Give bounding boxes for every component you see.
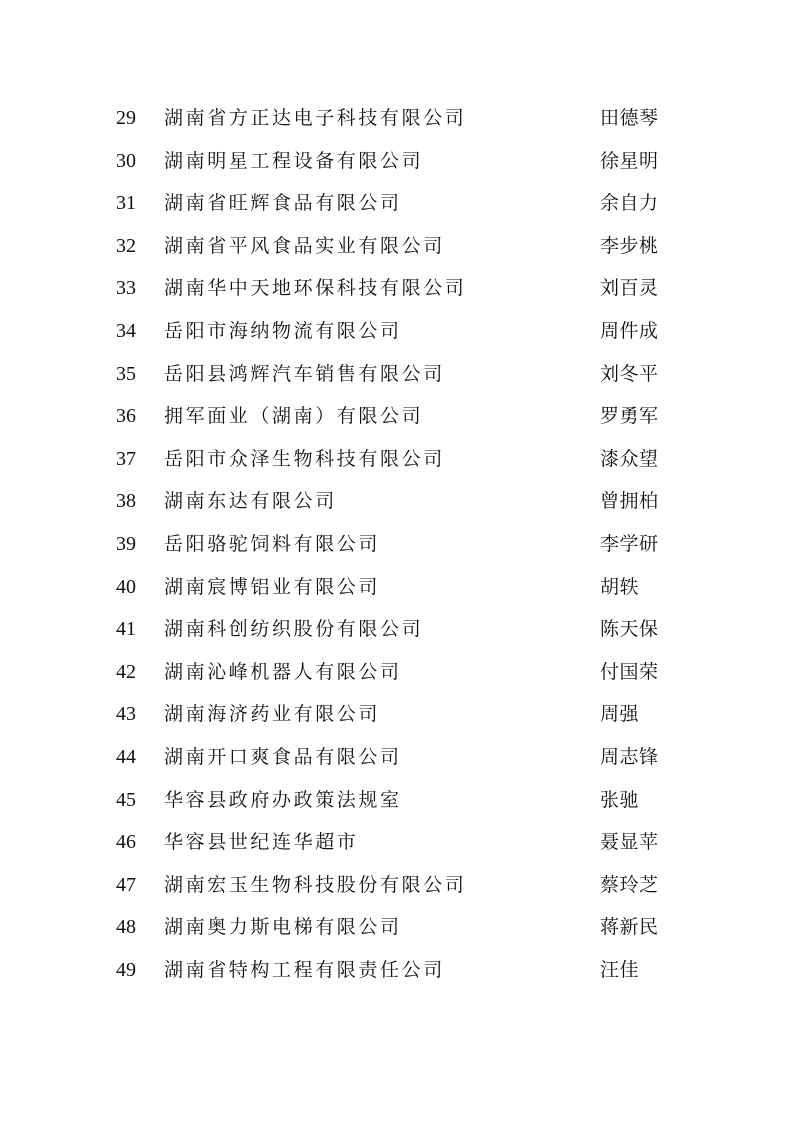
list-row (0, 906, 793, 949)
organization-name: 湖南省旺辉食品有限公司 (164, 192, 402, 215)
organization-name: 湖南明星工程设备有限公司 (164, 149, 424, 172)
list-row (0, 736, 793, 779)
row-number: 32 (116, 234, 136, 257)
person-name: 曾拥柏 (600, 490, 659, 513)
organization-name: 湖南省方正达电子科技有限公司 (164, 107, 467, 129)
organization-name: 岳阳市海纳物流有限公司 (164, 319, 402, 342)
person-name: 漆众望 (600, 447, 659, 470)
list-row (0, 480, 793, 523)
person-name: 蔡玲芝 (600, 873, 659, 896)
person-name: 刘百灵 (600, 277, 659, 300)
list-row (0, 949, 793, 992)
person-name: 胡轶 (600, 575, 640, 598)
row-number: 42 (116, 660, 136, 683)
organization-name: 湖南科创纺织股份有限公司 (164, 618, 424, 641)
list-row (0, 97, 793, 140)
organization-name: 湖南省平风食品实业有限公司 (164, 234, 445, 257)
row-number: 36 (116, 405, 136, 428)
person-name: 聂显苹 (600, 831, 659, 854)
person-name: 刘冬平 (600, 362, 659, 385)
person-name: 田德琴 (600, 107, 659, 129)
row-number: 48 (116, 916, 136, 939)
organization-name: 岳阳骆驼饲料有限公司 (164, 532, 381, 555)
organization-name: 华容县政府办政策法规室 (164, 788, 402, 811)
row-number: 46 (116, 831, 136, 854)
row-number: 45 (116, 788, 136, 811)
person-name: 周强 (600, 703, 640, 726)
list-row (0, 693, 793, 736)
row-number: 35 (116, 362, 136, 385)
list-row (0, 608, 793, 651)
name-list (0, 97, 793, 991)
person-name: 李学研 (600, 532, 659, 555)
row-number: 49 (116, 958, 136, 981)
organization-name: 岳阳市众泽生物科技有限公司 (164, 447, 445, 470)
row-number: 29 (116, 107, 136, 129)
person-name: 汪佳 (600, 958, 640, 981)
list-row (0, 821, 793, 864)
row-number: 47 (116, 873, 136, 896)
list-row (0, 864, 793, 907)
person-name: 蒋新民 (600, 916, 659, 939)
row-number: 38 (116, 490, 136, 513)
list-row (0, 267, 793, 310)
list-row (0, 140, 793, 183)
list-row (0, 395, 793, 438)
list-row (0, 310, 793, 353)
list-row (0, 566, 793, 609)
row-number: 37 (116, 447, 136, 470)
person-name: 付国荣 (600, 660, 659, 683)
organization-name: 湖南宸博铝业有限公司 (164, 575, 381, 598)
list-row (0, 353, 793, 396)
row-number: 31 (116, 192, 136, 215)
person-name: 李步桃 (600, 234, 659, 257)
person-name: 余自力 (600, 192, 659, 215)
list-row (0, 779, 793, 822)
person-name: 周志锋 (600, 745, 659, 768)
organization-name: 湖南东达有限公司 (164, 490, 337, 513)
row-number: 44 (116, 745, 136, 768)
person-name: 徐星明 (600, 149, 659, 172)
list-row (0, 651, 793, 694)
organization-name: 拥军面业（湖南）有限公司 (164, 405, 424, 428)
row-number: 40 (116, 575, 136, 598)
row-number: 41 (116, 618, 136, 641)
organization-name: 华容县世纪连华超市 (164, 831, 359, 854)
person-name: 陈天保 (600, 618, 659, 641)
organization-name: 湖南宏玉生物科技股份有限公司 (164, 873, 467, 896)
organization-name: 湖南海济药业有限公司 (164, 703, 381, 726)
person-name: 罗勇军 (600, 405, 659, 428)
row-number: 34 (116, 319, 136, 342)
row-number: 39 (116, 532, 136, 555)
list-row (0, 225, 793, 268)
organization-name: 湖南省特构工程有限责任公司 (164, 958, 445, 981)
row-number: 33 (116, 277, 136, 300)
organization-name: 湖南开口爽食品有限公司 (164, 745, 402, 768)
row-number: 43 (116, 703, 136, 726)
organization-name: 湖南华中天地环保科技有限公司 (164, 277, 467, 300)
list-row (0, 438, 793, 481)
list-row (0, 182, 793, 225)
organization-name: 湖南沁峰机器人有限公司 (164, 660, 402, 683)
row-number: 30 (116, 149, 136, 172)
organization-name: 湖南奥力斯电梯有限公司 (164, 916, 402, 939)
list-row (0, 523, 793, 566)
organization-name: 岳阳县鸿辉汽车销售有限公司 (164, 362, 445, 385)
person-name: 张驰 (600, 788, 640, 811)
person-name: 周件成 (600, 319, 659, 342)
